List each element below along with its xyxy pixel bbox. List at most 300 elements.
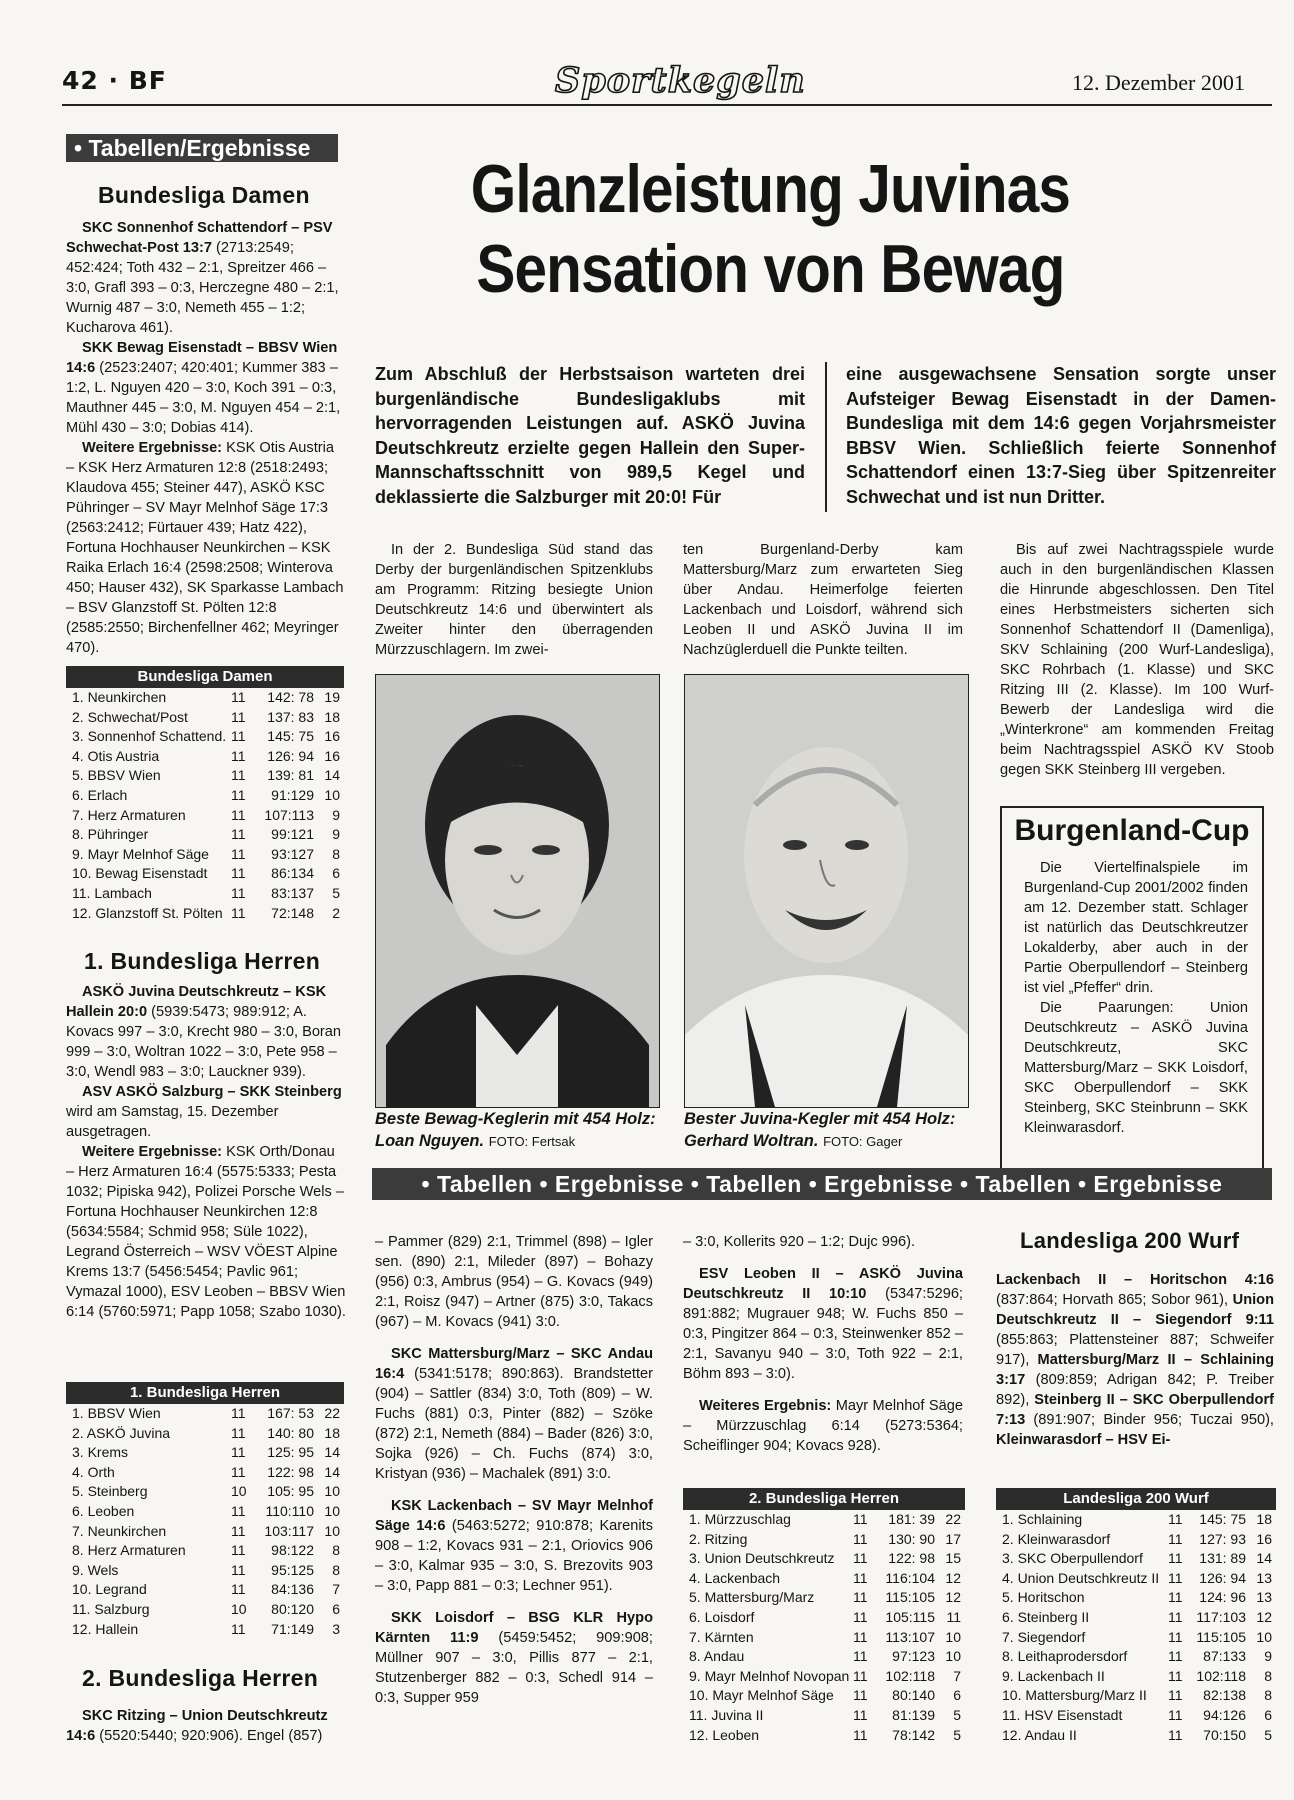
herren1-paragraph: Weitere Ergebnisse: KSK Orth/Donau – Herz Armaturen 16:4 (5575:5333; Pesta 1032; Pipiska 942), Polizei Porsche Wels – Fortuna Hochhauser Neunkirchen 12:8 (5634:5584; Schmid 958; Süle 1022), Legrand Österreich – WSV VÖEST Alpine Krems 13:7 (5456:5454; Pavlic 961; Vymazal 1000), ESV Leoben – BBSV Wien 6:14 (5760:5971; Papp 1058; Szabo 1030). [66, 1144, 346, 1320]
cell-games: 11 [853, 1589, 868, 1606]
headline-line2: Sensation von Bewag [476, 231, 1065, 307]
section-label: • Tabellen/Ergebnisse [66, 134, 338, 162]
cell-team: 7. Siegendorf [1002, 1628, 1086, 1645]
photo-gerhard-woltran [684, 674, 969, 1108]
cell-games: 11 [231, 1444, 246, 1461]
cell-points: 16 [324, 747, 340, 764]
bottom-col1-paragraph: KSK Lackenbach – SV Mayr Melnhof Säge 14:6 (5463:5272; 910:878; Karenits 908 – 1:2, Kovacs 931 – 2:1, Oriovics 906 – 3:0, Kalmar 935 – 3:0, S. Brezovits 903 – 3:0, Papp 881 – 0:3; Lechner 951). [375, 1498, 653, 1594]
cell-team: 2. ASKÖ Juvina [72, 1424, 171, 1441]
table-row [66, 1600, 344, 1620]
cell-score: 91:129 [271, 786, 314, 803]
cell-games: 11 [231, 1502, 246, 1519]
cell-games: 11 [231, 747, 246, 764]
cell-points: 12 [945, 1569, 961, 1586]
cell-team: 1. Mürzzuschlag [689, 1511, 791, 1527]
cell-games: 11 [1168, 1726, 1183, 1743]
cell-team: 3. SKC Oberpullendorf [1002, 1550, 1143, 1567]
table-row [683, 1686, 965, 1706]
cell-points: 14 [324, 1444, 340, 1461]
cell-team: 2. Ritzing [689, 1530, 748, 1547]
subhead-herren1: 1. Bundesliga Herren [84, 948, 321, 974]
cell-points: 10 [945, 1648, 961, 1665]
cell-team: 8. Andau [689, 1648, 745, 1665]
cell-score: 87:133 [1203, 1648, 1246, 1665]
cell-score: 126: 94 [267, 747, 314, 764]
cell-score: 181: 39 [888, 1511, 935, 1527]
header-rule [62, 104, 1272, 106]
cell-score: 127: 93 [1199, 1530, 1246, 1547]
cell-score: 110:110 [265, 1502, 314, 1519]
cell-team: 1. Schlaining [1002, 1511, 1083, 1527]
cell-score: 140: 80 [267, 1424, 314, 1441]
cell-team: 4. Union Deutschkreutz II [1002, 1569, 1160, 1586]
cell-team: 6. Loisdorf [689, 1608, 755, 1625]
body-col2 [683, 540, 963, 660]
table-row [66, 845, 344, 865]
cell-team: 9. Mayr Melnhof Säge [72, 845, 209, 862]
cell-points: 11 [946, 1608, 961, 1625]
cell-games: 11 [1168, 1589, 1183, 1606]
cell-score: 97:123 [892, 1648, 935, 1665]
cell-team: 7. Kärnten [689, 1628, 754, 1645]
cell-score: 122: 98 [267, 1463, 314, 1480]
table-title: Landesliga 200 Wurf [996, 1488, 1276, 1510]
table-row [66, 1404, 344, 1424]
cell-score: 142: 78 [267, 689, 314, 705]
cell-score: 95:125 [271, 1561, 314, 1578]
caption-2-text: Bester Juvina-Kegler mit 454 Holz: Gerhard Woltran. [684, 1110, 956, 1150]
cell-games: 11 [231, 1522, 246, 1539]
cell-score: 117:103 [1196, 1608, 1246, 1625]
cell-team: 12. Andau II [1002, 1726, 1077, 1743]
cell-games: 11 [231, 1620, 246, 1637]
cell-games: 11 [231, 826, 246, 843]
table-row [66, 1580, 344, 1600]
cell-score: 72:148 [271, 904, 314, 921]
lead-divider [825, 362, 827, 512]
cell-games: 11 [231, 728, 246, 745]
table-row [66, 786, 344, 806]
cell-team: 5. BBSV Wien [72, 767, 161, 784]
cell-points: 8 [1264, 1687, 1272, 1704]
cell-points: 10 [324, 1502, 340, 1519]
cell-games: 10 [231, 1483, 247, 1500]
cup-title: Burgenland-Cup [1014, 814, 1250, 847]
cell-team: 5. Mattersburg/Marz [689, 1589, 815, 1606]
cell-points: 18 [324, 708, 340, 725]
table-row [683, 1569, 965, 1589]
damen-paragraph: Weitere Ergebnisse: KSK Otis Austria – KSK Herz Armaturen 12:8 (2518:2493; Klaudova 455; Steiner 447), ASKÖ KSC Pühringer – SV Mayr Melnhof Säge 17:3 (2563:2412; Fürtauer 439; Hatz 422), Fortuna Hochhauser Neunkirchen – KSK Raika Erlach 16:4 (2598:2508; Winterova 450; Hauser 432), SK Sparkasse Lambach – BSV Glanzstoff St. Pölten 12:8 (2585:2550; Birchenfellner 462; Meyringer 470). [66, 440, 344, 656]
cell-points: 22 [324, 1405, 340, 1421]
table-row [683, 1588, 965, 1608]
cell-score: 83:137 [271, 884, 314, 901]
cell-points: 8 [332, 1561, 340, 1578]
cell-games: 11 [1168, 1687, 1183, 1704]
cell-points: 10 [945, 1628, 961, 1645]
table-row [66, 1443, 344, 1463]
cell-team: 2. Schwechat/Post [72, 708, 188, 725]
cell-score: 93:127 [271, 845, 314, 862]
cell-team: 9. Lackenbach II [1002, 1667, 1105, 1684]
cell-games: 11 [1168, 1706, 1183, 1723]
subhead-damen: Bundesliga Damen [98, 182, 310, 208]
cell-points: 8 [1264, 1667, 1272, 1684]
cell-points: 16 [324, 728, 340, 745]
cell-team: 10. Legrand [72, 1581, 147, 1598]
cell-score: 116:104 [885, 1569, 935, 1586]
cell-points: 12 [1256, 1608, 1272, 1625]
table-bundesliga-damen [66, 666, 344, 923]
burgenland-cup-box [1000, 806, 1264, 1180]
cell-points: 10 [324, 786, 340, 803]
cell-games: 11 [853, 1687, 868, 1704]
table-row [66, 727, 344, 747]
cell-points: 5 [332, 884, 340, 901]
table-row [66, 904, 344, 924]
table-row [996, 1706, 1276, 1726]
cell-points: 7 [332, 1581, 340, 1598]
cup-text-1: Die Viertelfinalspiele im Burgenland-Cup 2001/2002 finden am 12. Dezember statt. Schlager ist natürlich das Deutschkreutzer Lokalderby, aber auch in der Partie Oberpullendorf – Steinberg ist viel „Pfeffer“ drin. [1024, 860, 1248, 996]
table-row [683, 1726, 965, 1746]
table-row [996, 1608, 1276, 1628]
table-row [996, 1667, 1276, 1687]
cell-games: 11 [1168, 1550, 1183, 1567]
subhead-herren2: 2. Bundesliga Herren [82, 1665, 319, 1691]
damen-paragraph: SKC Sonnenhof Schattendorf – PSV Schwechat-Post 13:7 (2713:2549; 452:424; Toth 432 – 2:1, Spreitzer 466 – 3:0, Grafl 393 – 0:3, Herczegne 480 – 2:1, Wurnig 487 – 3:0, Nemeth 455 – 1:2; Kucharova 461). [66, 220, 339, 336]
caption-1-credit: FOTO: Fertsak [488, 1134, 576, 1149]
cell-games: 11 [231, 708, 246, 725]
table-row [66, 825, 344, 845]
table-row [66, 1541, 344, 1561]
cell-games: 11 [1168, 1648, 1183, 1665]
cell-score: 115:105 [1196, 1628, 1246, 1645]
cell-team: 2. Kleinwarasdorf [1002, 1530, 1111, 1547]
cell-points: 14 [324, 1463, 340, 1480]
lead-col2: eine ausgewachsene Sensation sorgte unser Aufsteiger Bewag Eisenstadt in der Damen-Bundesliga mit dem 14:6 gegen Vorjahrsmeister BBSV Wien. Schließlich feierte Sonnenhof Schattendorf einen 13:7-Sieg über Spitzenreiter Schwechat und ist nun Dritter. [846, 364, 1276, 507]
cell-points: 6 [332, 1600, 340, 1617]
table-row [66, 806, 344, 826]
table-row [66, 884, 344, 904]
table-row [66, 766, 344, 786]
cell-games: 11 [1168, 1530, 1183, 1547]
table-row [683, 1549, 965, 1569]
cell-team: 6. Erlach [72, 786, 128, 803]
body-col3 [1000, 540, 1274, 780]
section-title: Sportkegeln [555, 60, 806, 101]
cell-team: 10. Mayr Melnhof Säge [689, 1687, 834, 1704]
damen-paragraph: SKK Bewag Eisenstadt – BBSV Wien 14:6 (2523:2407; 420:401; Kummer 383 – 1:2, L. Nguyen 420 – 3:0, Koch 391 – 0:3, Mauthner 445 – 3:0, M. Nguyen 454 – 2:1, Mühl 430 – 3:0; Dobias 414). [66, 340, 341, 436]
cell-team: 4. Orth [72, 1463, 115, 1480]
cell-points: 6 [332, 865, 340, 882]
landesliga-results [996, 1270, 1274, 1450]
cell-score: 167: 53 [267, 1405, 314, 1421]
cell-points: 3 [332, 1620, 340, 1637]
cell-team: 4. Lackenbach [689, 1569, 781, 1586]
cell-games: 11 [231, 786, 246, 803]
cell-points: 14 [324, 767, 340, 784]
cell-games: 11 [853, 1706, 868, 1723]
body-col1 [375, 540, 653, 660]
landesliga-paragraph: Lackenbach II – Horitschon 4:16 (837:864; Horvath 865; Sobor 961), Union Deutschkreutz II – Siegendorf 9:11 (855:863; Plattensteiner 887; Schweifer 917), Mattersburg/Marz II – Schlaining 3:17 (809:859; Adrigan 842; P. Treiber 892), Steinberg II – SKC Oberpullendorf 7:13 (891:907; Binder 956; Tuczai 950), Kleinwarasdorf – HSV Ei- [996, 1272, 1275, 1448]
cell-score: 103:117 [264, 1522, 314, 1539]
cell-team: 3. Krems [72, 1444, 129, 1461]
table-2-bundesliga-herren [683, 1488, 965, 1745]
cell-team: 10. Bewag Eisenstadt [72, 865, 208, 882]
cell-points: 18 [324, 1424, 340, 1441]
cell-points: 8 [332, 1542, 340, 1559]
cell-games: 11 [231, 904, 246, 921]
cell-points: 18 [1256, 1511, 1272, 1527]
cell-team: 5. Horitschon [1002, 1589, 1085, 1606]
table-row [66, 1620, 344, 1640]
cell-games: 11 [231, 845, 246, 862]
cell-points: 9 [1264, 1648, 1272, 1665]
table-row [996, 1549, 1276, 1569]
body-col3-text: Bis auf zwei Nachtragsspiele wurde auch in den burgenländischen Klassen die Hinrunde abgeschlossen. Den Titel eines Herbstmeisters sicherten sich Sonnenhof Schattendorf II (Damenliga), SKV Schlaining (200 Wurf-Landesliga), SKC Rohrbach (1. Klasse) und SKC Ritzing III (2. Klasse). Im 100 Wurf-Bewerb der Landesliga wird die „Winterkrone“ am kommenden Freitag beim Nachtragsspiel ASKÖ KV Stoob gegen SKK Steinberg III vergeben. [1000, 542, 1274, 778]
page-number: 42 · BF [62, 66, 167, 95]
cell-games: 11 [1168, 1628, 1183, 1645]
table-row [66, 1502, 344, 1522]
cell-games: 11 [231, 1581, 246, 1598]
cell-points: 13 [1256, 1589, 1272, 1606]
table-1-bundesliga-herren [66, 1382, 344, 1639]
headline-line1: Glanzleistung Juvinas [470, 151, 1071, 227]
cell-games: 11 [853, 1511, 868, 1527]
cell-score: 145: 75 [267, 728, 314, 745]
cell-score: 139: 81 [267, 767, 314, 784]
cell-team: 11. Salzburg [72, 1600, 150, 1617]
cell-score: 81:139 [892, 1706, 935, 1723]
cell-score: 122: 98 [888, 1550, 935, 1567]
cell-games: 11 [231, 1561, 246, 1578]
cell-score: 94:126 [1203, 1706, 1246, 1723]
table-row [66, 1424, 344, 1444]
cell-points: 10 [324, 1522, 340, 1539]
table-row [996, 1588, 1276, 1608]
table-row [996, 1726, 1276, 1746]
table-row [66, 747, 344, 767]
cell-score: 84:136 [271, 1581, 314, 1598]
cell-points: 14 [1256, 1550, 1272, 1567]
cell-team: 12. Leoben [689, 1726, 760, 1743]
cell-team: 12. Hallein [72, 1620, 139, 1637]
cell-team: 4. Otis Austria [72, 747, 160, 764]
cell-team: 9. Wels [72, 1561, 119, 1578]
table-row [683, 1628, 965, 1648]
cell-points: 16 [1256, 1530, 1272, 1547]
herren2-paragraph: SKC Ritzing – Union Deutschkreutz 14:6 (5520:5440; 920:906). Engel (857) [66, 1708, 328, 1744]
cell-points: 15 [945, 1550, 961, 1567]
cell-score: 80:120 [271, 1600, 314, 1617]
cell-points: 7 [953, 1667, 961, 1684]
cell-team: 11. Lambach [72, 884, 152, 901]
cell-points: 9 [332, 826, 340, 843]
bottom-col1-paragraph: SKC Mattersburg/Marz – SKC Andau 16:4 (5341:5178; 890:863). Brandstetter (904) – Sattler (834) 3:0, Toth (809) – W. Fuchs (881) 0:3, Pinter (882) – Szöke (872) 2:1, Nemeth (884) – Bader (826) 3:0, Sojka (926) – Ch. Fuchs (874) 3:0, Kristyan (936) – Machalek (891) 3:0. [375, 1346, 653, 1482]
cell-score: 98:122 [271, 1542, 314, 1559]
cell-games: 11 [231, 767, 246, 784]
cell-points: 6 [1264, 1706, 1272, 1723]
table-row [996, 1628, 1276, 1648]
cell-games: 11 [231, 1463, 246, 1480]
table-landesliga-200-wurf [996, 1488, 1276, 1745]
cell-games: 11 [853, 1648, 868, 1665]
portrait-woman-icon [376, 675, 659, 1107]
cell-games: 11 [231, 1405, 246, 1421]
table-row [66, 1522, 344, 1542]
bottom-col2-paragraph: Weiteres Ergebnis: Mayr Melnhof Säge – Mürzzuschlag 6:14 (5273:5364; Scheiflinger 904; Kovacs 928). [683, 1398, 963, 1454]
cell-points: 5 [1264, 1726, 1272, 1743]
table-row [66, 864, 344, 884]
cup-text-2: Die Paarungen: Union Deutschkreutz – ASKÖ Juvina Deutschkreutz, SKC Mattersburg/Marz – SKK Loisdorf, SKC Oberpullendorf – SKK Steinberg, SKC Steinbrunn – SKK Kleinwarasdorf. [1024, 1000, 1248, 1136]
lead-col1: Zum Abschluß der Herbstsaison warteten drei burgenländische Bundesligaklubs mit hervorragenden Leistungen auf. ASKÖ Juvina Deutschkreutz erzielte gegen Hallein den Super-Mannschaftsschnitt von 989,5 Kegel und deklassierte die Salzburger mit 20:0! Für [375, 364, 805, 507]
herren2-results [66, 1706, 346, 1746]
cell-points: 8 [332, 845, 340, 862]
table-row [683, 1667, 965, 1687]
cell-team: 3. Sonnenhof Schattend. [72, 728, 227, 745]
table-row [996, 1569, 1276, 1589]
table-row [66, 708, 344, 728]
cell-score: 126: 94 [1199, 1569, 1246, 1586]
cell-team: 11. Juvina II [689, 1706, 764, 1723]
cell-team: 7. Neunkirchen [72, 1522, 167, 1539]
bottom-col1-paragraph: – Pammer (829) 2:1, Trimmel (898) – Igler sen. (890) 2:1, Mileder (897) – Bohazy (956) 0:3, Ambrus (954) – G. Kovacs (949) 2:1, Roisz (947) – Artner (875) 3:0, Takacs (967) – M. Kovacs (941) 3:0. [375, 1234, 653, 1330]
cell-points: 22 [945, 1511, 961, 1527]
cell-games: 11 [853, 1608, 868, 1625]
table-row [66, 1463, 344, 1483]
issue-date: 12. Dezember 2001 [1072, 70, 1245, 95]
cell-points: 5 [953, 1706, 961, 1723]
cell-score: 113:107 [885, 1628, 935, 1645]
table-row [683, 1706, 965, 1726]
cell-score: 124: 96 [1199, 1589, 1246, 1606]
cell-score: 86:134 [271, 865, 314, 882]
cell-score: 71:149 [271, 1620, 314, 1637]
cell-team: 1. BBSV Wien [72, 1405, 161, 1421]
cell-points: 19 [324, 689, 340, 705]
cell-points: 10 [324, 1483, 340, 1500]
herren1-paragraph: ASV ASKÖ Salzburg – SKK Steinberg wird am Samstag, 15. Dezember ausgetragen. [66, 1084, 342, 1140]
herren1-paragraph: ASKÖ Juvina Deutschkreutz – KSK Hallein 20:0 (5939:5473; 989:912; A. Kovacs 997 – 3:0, Krecht 980 – 3:0, Boran 999 – 3:0, Woltran 1022 – 3:0, Pete 958 – 3:0, Wendl 983 – 3:0; Lauckner 939). [66, 984, 342, 1080]
caption-1-text: Beste Bewag-Keglerin mit 454 Holz: Loan Nguyen. [375, 1110, 656, 1150]
cell-team: 10. Mattersburg/Marz II [1002, 1687, 1147, 1704]
cell-score: 115:105 [885, 1589, 935, 1606]
cell-score: 107:113 [264, 806, 314, 823]
cell-games: 10 [231, 1600, 247, 1617]
table-row [66, 688, 344, 708]
bottom-col1 [375, 1232, 653, 1708]
caption-1 [375, 1108, 665, 1153]
cell-score: 78:142 [892, 1726, 935, 1743]
cell-score: 125: 95 [267, 1444, 314, 1461]
caption-2-credit: FOTO: Gager [823, 1134, 903, 1149]
bottom-col1-paragraph: SKK Loisdorf – BSG KLR Hypo Kärnten 11:9 (5459:5452; 909:908; Müllner 907 – 3:0, Pillis 877 – 2:1, Stutzenberger 882 – 0:3, Schedl 914 – 0:3, Supper 959 [375, 1610, 653, 1706]
cell-team: 9. Mayr Melnhof Novopan [689, 1667, 850, 1684]
herren1-results [66, 982, 346, 1322]
cell-games: 11 [1168, 1608, 1183, 1625]
subhead-landesliga: Landesliga 200 Wurf [1020, 1228, 1240, 1253]
table-row [683, 1647, 965, 1667]
cell-score: 80:140 [892, 1687, 935, 1704]
cell-team: 8. Pühringer [72, 826, 149, 843]
cell-games: 11 [853, 1550, 868, 1567]
cell-team: 11. HSV Eisenstadt [1002, 1706, 1123, 1723]
cell-points: 12 [945, 1589, 961, 1606]
table-row [66, 1482, 344, 1502]
table-row [683, 1530, 965, 1550]
bottom-col2-paragraph: ESV Leoben II – ASKÖ Juvina Deutschkreutz II 10:10 (5347:5296; 891:882; Mugrauer 948; W. Fuchs 850 – 0:3, Pingitzer 864 – 0:3, Steinwenker 852 – 2:1, Savanyu 940 – 3:0, Toth 922 – 2:1, Böhm 893 – 3:0). [683, 1266, 963, 1382]
caption-2 [684, 1108, 974, 1153]
table-row [66, 1561, 344, 1581]
cell-games: 11 [853, 1628, 868, 1645]
cell-games: 11 [853, 1530, 868, 1547]
table-row [996, 1510, 1276, 1530]
cup-text [1024, 858, 1248, 1138]
cell-score: 105:115 [885, 1608, 935, 1625]
cell-team: 1. Neunkirchen [72, 689, 167, 705]
cell-points: 6 [953, 1687, 961, 1704]
tabellen-banner: • Tabellen • Ergebnisse • Tabellen • Ergebnisse • Tabellen • Ergebnisse [372, 1168, 1272, 1200]
cell-games: 11 [1168, 1511, 1183, 1527]
cell-score: 145: 75 [1199, 1511, 1246, 1527]
cell-team: 7. Herz Armaturen [72, 806, 186, 823]
cell-games: 11 [231, 884, 246, 901]
cell-score: 70:150 [1203, 1726, 1246, 1743]
bottom-col2-paragraph: – 3:0, Kollerits 920 – 1:2; Dujc 996). [683, 1234, 916, 1250]
table-row [683, 1608, 965, 1628]
cell-points: 13 [1256, 1569, 1272, 1586]
cell-points: 17 [945, 1530, 961, 1547]
table-title: Bundesliga Damen [66, 666, 344, 688]
bottom-col2 [683, 1232, 963, 1456]
table-row [996, 1686, 1276, 1706]
cell-team: 8. Herz Armaturen [72, 1542, 186, 1559]
table-title: 2. Bundesliga Herren [683, 1488, 965, 1510]
cell-games: 11 [231, 865, 246, 882]
cell-games: 11 [1168, 1667, 1183, 1684]
table-row [996, 1530, 1276, 1550]
cell-games: 11 [1168, 1569, 1183, 1586]
cell-team: 6. Steinberg II [1002, 1608, 1090, 1625]
cell-score: 130: 90 [888, 1530, 935, 1547]
damen-results [66, 218, 346, 658]
cell-games: 11 [231, 806, 246, 823]
cell-score: 137: 83 [267, 708, 314, 725]
cell-games: 11 [231, 689, 246, 705]
cell-games: 11 [853, 1569, 868, 1586]
cell-score: 131: 89 [1199, 1550, 1246, 1567]
body-col2-text: ten Burgenland-Derby kam Mattersburg/Marz zum erwarteten Sieg über Andau. Heimerfolge feierten Lackenbach und Loisdorf, während sich Leoben II und ASKÖ Juvina II im Nachzüglerduell die Punkte teilten. [683, 542, 963, 658]
cell-team: 6. Leoben [72, 1502, 135, 1519]
cell-points: 5 [953, 1726, 961, 1743]
portrait-man-icon [685, 675, 968, 1107]
table-row [683, 1510, 965, 1530]
cell-points: 2 [332, 904, 340, 921]
cell-games: 11 [853, 1726, 868, 1743]
cell-score: 102:118 [885, 1667, 935, 1684]
cell-score: 82:138 [1203, 1687, 1246, 1704]
table-row [996, 1647, 1276, 1667]
photo-loan-nguyen [375, 674, 660, 1108]
cell-team: 5. Steinberg [72, 1483, 148, 1500]
cell-points: 9 [332, 806, 340, 823]
cell-score: 105: 95 [267, 1483, 314, 1500]
cell-team: 3. Union Deutschkreutz [689, 1550, 835, 1567]
cell-games: 11 [231, 1424, 246, 1441]
cell-team: 12. Glanzstoff St. Pölten [72, 904, 223, 921]
cell-score: 99:121 [271, 826, 314, 843]
cell-team: 8. Leithaprodersdorf [1002, 1648, 1128, 1665]
cell-points: 10 [1256, 1628, 1272, 1645]
